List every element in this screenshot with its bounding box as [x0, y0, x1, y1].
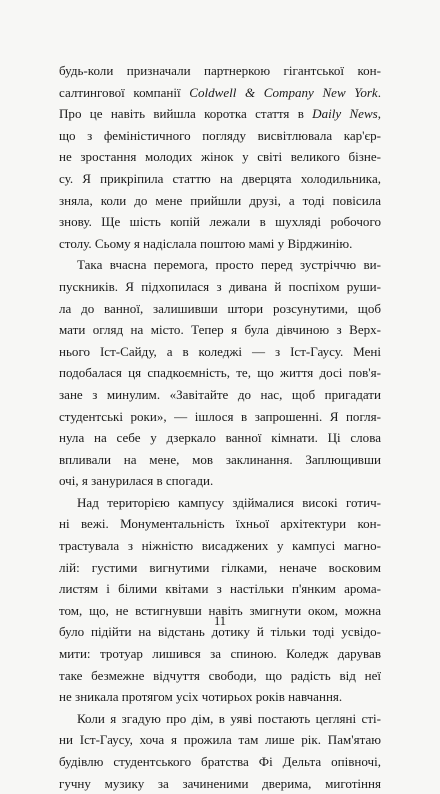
text-line: подобалася ця спадкоємність, те, що життя досі пов'я-	[59, 365, 381, 381]
text-line: таке безмежне відчуття свободи, що радість від неї	[59, 667, 381, 683]
text-line: мити: тротуар лишився за спиною. Коледж дарував	[59, 646, 381, 662]
text-line: ла до ванної, залишивши штори розсунутими, щоб	[59, 300, 381, 316]
text-line: що з феміністичного погляду висвітлювала кар'єр-	[59, 127, 381, 143]
text-line: нього Іст-Сайду, а в коледжі — з Іст-Гаусу. Мені	[59, 343, 381, 359]
text-line: Про це навіть вийшла коротка стаття в Daily News,	[59, 106, 381, 122]
text-line: ни Іст-Гаусу, хоча я прожила там лише рік. Пам'ятаю	[59, 732, 381, 748]
text-line: Така вчасна перемога, просто перед зустріччю ви-	[77, 257, 381, 273]
text-line: су. Я прикріпила статтю на дверцята холодильника,	[59, 170, 381, 186]
text-line: листям і білими квітами з настільки п'янким арома-	[59, 581, 381, 597]
text-line: трастувала з ніжністю висаджених у кампусі магно-	[59, 538, 381, 554]
italic-name: Daily News	[312, 106, 378, 122]
text-line: ні вежі. Монументальність їхньої архітектури кон-	[59, 516, 381, 532]
text-line: зане з минулим. «Завітайте до нас, щоб пригадати	[59, 386, 381, 402]
text-line: том, що, не встигнувши навіть змигнути оком, можна	[59, 602, 381, 618]
paragraph	[59, 60, 381, 254]
text-line: не зникала протягом усіх чотирьох років навчання.	[59, 689, 343, 705]
text-line: салтингової компанії Coldwell & Company New York.	[59, 84, 381, 100]
italic-name: Coldwell & Company New York	[189, 84, 378, 100]
text-line: будь-коли призначали партнеркою гігантської кон-	[59, 63, 381, 78]
text-line: лій: густими вигнутими гілками, неначе восковим	[59, 559, 381, 575]
text-line: гучну музику за зачиненими дверима, миготіння	[59, 775, 381, 791]
text-line: не зростання молодих жінок у світі великого бізне-	[59, 149, 381, 165]
text-line: Коли я згадую про дім, в уяві постають цегляні сті-	[77, 710, 381, 726]
page-number: 11	[213, 614, 227, 628]
text-line: нула на себе у дзеркало ванної кімнати. Ці слова	[59, 430, 381, 446]
text-line: було підійти на відстань дотику й тільки тоді усвідо-	[59, 624, 381, 640]
text-line: знову. Ще шість копій лежали в шухляді робочого	[59, 214, 381, 230]
text-line: Над територією кампусу здіймалися високі готич-	[77, 494, 381, 510]
text-line: пускників. Я підхопилася з дивана й поспіхом руши-	[59, 278, 381, 294]
text-line: мати огляд на місто. Тепер я була дівчиною з Верх-	[59, 322, 381, 338]
body-text	[59, 60, 381, 794]
text-line: столу. Сьому я надіслала поштою мамі у Вірджинію.	[59, 235, 353, 251]
text-line: очі, я занурилася в спогади.	[59, 473, 214, 489]
paragraph	[59, 492, 381, 708]
paragraph	[59, 708, 381, 794]
text-line: студентські роки», — ішлося в запрошенні. Я погля-	[59, 408, 381, 424]
text-line: зняла, коли до мене прийшли друзі, а тоді повісила	[59, 192, 381, 208]
text-line: впливали на мене, мов заклинання. Заплющивши	[59, 451, 381, 467]
text-line: будівлю студентського братства Фі Дельта опівночі,	[59, 754, 381, 769]
paragraph	[59, 254, 381, 492]
